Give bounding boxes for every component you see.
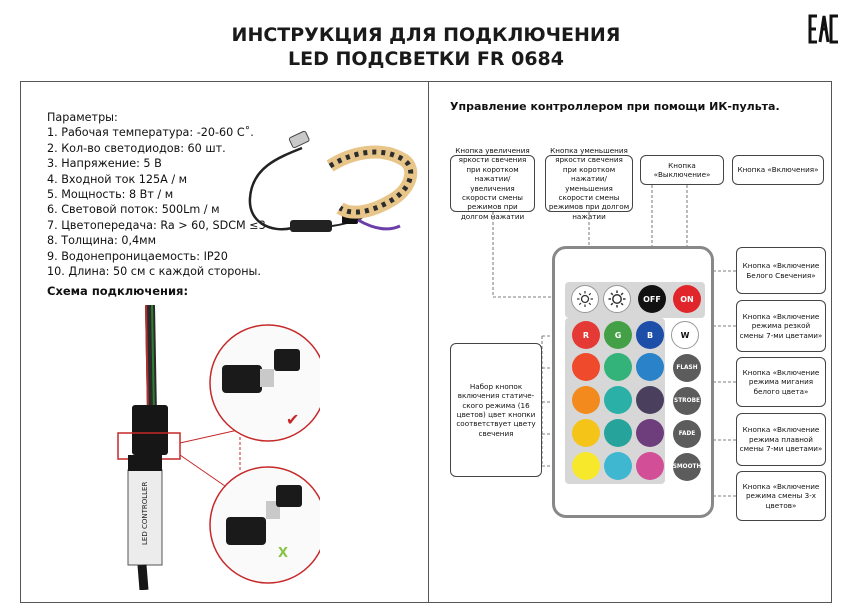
color-button[interactable] xyxy=(604,353,632,381)
check-mark: ✔ xyxy=(286,410,300,429)
color-button[interactable] xyxy=(636,353,664,381)
color-button[interactable] xyxy=(604,452,632,480)
callout-strobe: Кнопка «Включение режима мигания белого цвета» xyxy=(736,357,826,407)
callout-brightness-down: Кнопка уменьшения яркости свечения при коротком нажатии/ уменьшения скорости смены режимов при долгом нажатии xyxy=(545,155,633,212)
brightness-up-button[interactable] xyxy=(603,285,631,313)
brightness-down-button[interactable] xyxy=(571,285,599,313)
color-button[interactable] xyxy=(604,386,632,414)
color-button-g[interactable]: G xyxy=(604,321,632,349)
param-item: 3. Напряжение: 5 В xyxy=(47,157,162,171)
param-item: 10. Длина: 50 см с каждой стороны. xyxy=(47,265,261,279)
color-button[interactable] xyxy=(572,386,600,414)
callout-on: Кнопка «Включения» xyxy=(732,155,824,185)
color-button[interactable] xyxy=(636,419,664,447)
white-button[interactable]: W xyxy=(671,321,699,349)
param-item: 8. Толщина: 0,4мм xyxy=(47,234,157,248)
controller-label: LED CONTROLLER xyxy=(141,481,149,545)
callout-smooth: Кнопка «Включение режима смены 3-х цветов» xyxy=(736,471,826,521)
param-item: 9. Водонепроницаемость: IP20 xyxy=(47,249,228,263)
callout-flash: Кнопка «Включение режима резкой смены 7-ми цветами» xyxy=(736,300,826,352)
sun-large-icon xyxy=(608,290,626,308)
off-button[interactable]: OFF xyxy=(638,285,666,313)
param-item: 2. Кол-во светодиодов: 60 шт. xyxy=(47,141,226,155)
sun-small-icon xyxy=(576,290,594,308)
param-item: 5. Мощность: 8 Вт / м xyxy=(47,188,174,202)
schema-heading: Схема подключения: xyxy=(47,284,189,298)
color-button[interactable] xyxy=(636,386,664,414)
center-divider xyxy=(428,81,429,603)
flash-button[interactable]: FLASH xyxy=(673,354,701,382)
page-subtitle: LED ПОДСВЕТКИ FR 0684 xyxy=(288,48,564,70)
remote-heading: Управление контроллером при помощи ИК-пульта. xyxy=(450,100,780,113)
callout-white: Кнопка «Включение Белого Свечения» xyxy=(736,247,826,294)
color-button[interactable] xyxy=(572,452,600,480)
connection-diagram xyxy=(110,305,320,590)
color-button[interactable] xyxy=(572,419,600,447)
param-item: 4. Входной ток 125А / м xyxy=(47,172,188,186)
param-item: 7. Цветопередача: Ra > 60, SDCM ≤3 xyxy=(47,218,266,232)
page-title: ИНСТРУКЦИЯ ДЛЯ ПОДКЛЮЧЕНИЯ xyxy=(231,24,621,46)
color-button-b[interactable]: B xyxy=(636,321,664,349)
callout-fade: Кнопка «Включение режима плавной смены 7-ми цветами» xyxy=(736,413,826,466)
cross-mark: X xyxy=(278,546,289,561)
callout-off: Кнопка «Выключение» xyxy=(640,155,724,185)
color-button-r[interactable]: R xyxy=(572,321,600,349)
on-button[interactable]: ON xyxy=(673,285,701,313)
eac-logo xyxy=(808,14,840,44)
color-button[interactable] xyxy=(604,419,632,447)
param-item: 1. Рабочая температура: -20-60 C˚. xyxy=(47,126,254,140)
parameters-heading: Параметры: xyxy=(47,111,118,124)
color-button[interactable] xyxy=(636,452,664,480)
smooth-button[interactable]: SMOOTH xyxy=(673,453,701,481)
color-button[interactable] xyxy=(572,353,600,381)
led-strip-photo xyxy=(232,128,422,248)
param-item: 6. Световой поток: 500Lm / м xyxy=(47,203,220,217)
callout-static-colors: Набор кнопок включения статиче- ского режима (16 цветов) цвет кнопки соответствует цвету свечения xyxy=(450,343,542,477)
fade-button[interactable]: FADE xyxy=(673,420,701,448)
strobe-button[interactable]: STROBE xyxy=(673,387,701,415)
callout-brightness-up: Кнопка увеличения яркости свечения при коротком нажатии/ увеличения скорости смены режимов при долгом нажатии xyxy=(450,155,535,212)
